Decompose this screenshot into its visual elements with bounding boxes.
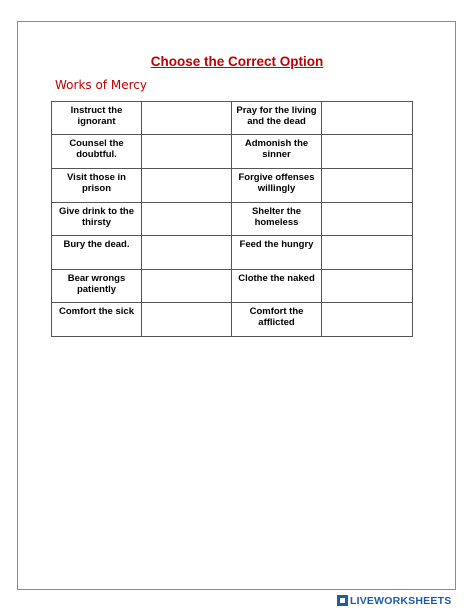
answer-cell[interactable] <box>322 270 413 303</box>
liveworksheets-logo-icon <box>337 595 348 606</box>
work-label: Comfort the sick <box>52 303 142 337</box>
answer-cell[interactable] <box>322 135 413 169</box>
work-label: Admonish the sinner <box>232 135 322 169</box>
table-row <box>52 236 413 270</box>
work-label: Give drink to the thirsty <box>52 203 142 236</box>
work-label: Counsel the doubtful. <box>52 135 142 169</box>
brand-text: LIVEWORKSHEETS <box>350 594 452 607</box>
work-label: Visit those in prison <box>52 169 142 203</box>
work-label: Forgive offenses willingly <box>232 169 322 203</box>
table-row <box>52 135 413 169</box>
works-of-mercy-table <box>51 101 413 337</box>
answer-cell[interactable] <box>322 102 413 135</box>
work-label: Pray for the living and the dead <box>232 102 322 135</box>
table-row <box>52 203 413 236</box>
work-label: Bury the dead. <box>52 236 142 270</box>
answer-cell[interactable] <box>322 203 413 236</box>
work-label: Bear wrongs patiently <box>52 270 142 303</box>
work-label: Shelter the homeless <box>232 203 322 236</box>
answer-cell[interactable] <box>322 303 413 337</box>
work-label: Instruct the ignorant <box>52 102 142 135</box>
work-label: Comfort the afflicted <box>232 303 322 337</box>
answer-cell[interactable] <box>142 236 232 270</box>
answer-cell[interactable] <box>142 203 232 236</box>
work-label: Feed the hungry <box>232 236 322 270</box>
answer-cell[interactable] <box>142 169 232 203</box>
section-subtitle: Works of Mercy <box>55 78 147 92</box>
work-label: Clothe the naked <box>232 270 322 303</box>
table-row <box>52 303 413 337</box>
table-row <box>52 102 413 135</box>
page-title: Choose the Correct Option <box>150 54 324 69</box>
answer-cell[interactable] <box>142 102 232 135</box>
answer-cell[interactable] <box>142 270 232 303</box>
table-row <box>52 169 413 203</box>
answer-cell[interactable] <box>142 135 232 169</box>
answer-cell[interactable] <box>322 169 413 203</box>
table-row <box>52 270 413 303</box>
answer-cell[interactable] <box>322 236 413 270</box>
answer-cell[interactable] <box>142 303 232 337</box>
liveworksheets-brand <box>337 594 451 607</box>
